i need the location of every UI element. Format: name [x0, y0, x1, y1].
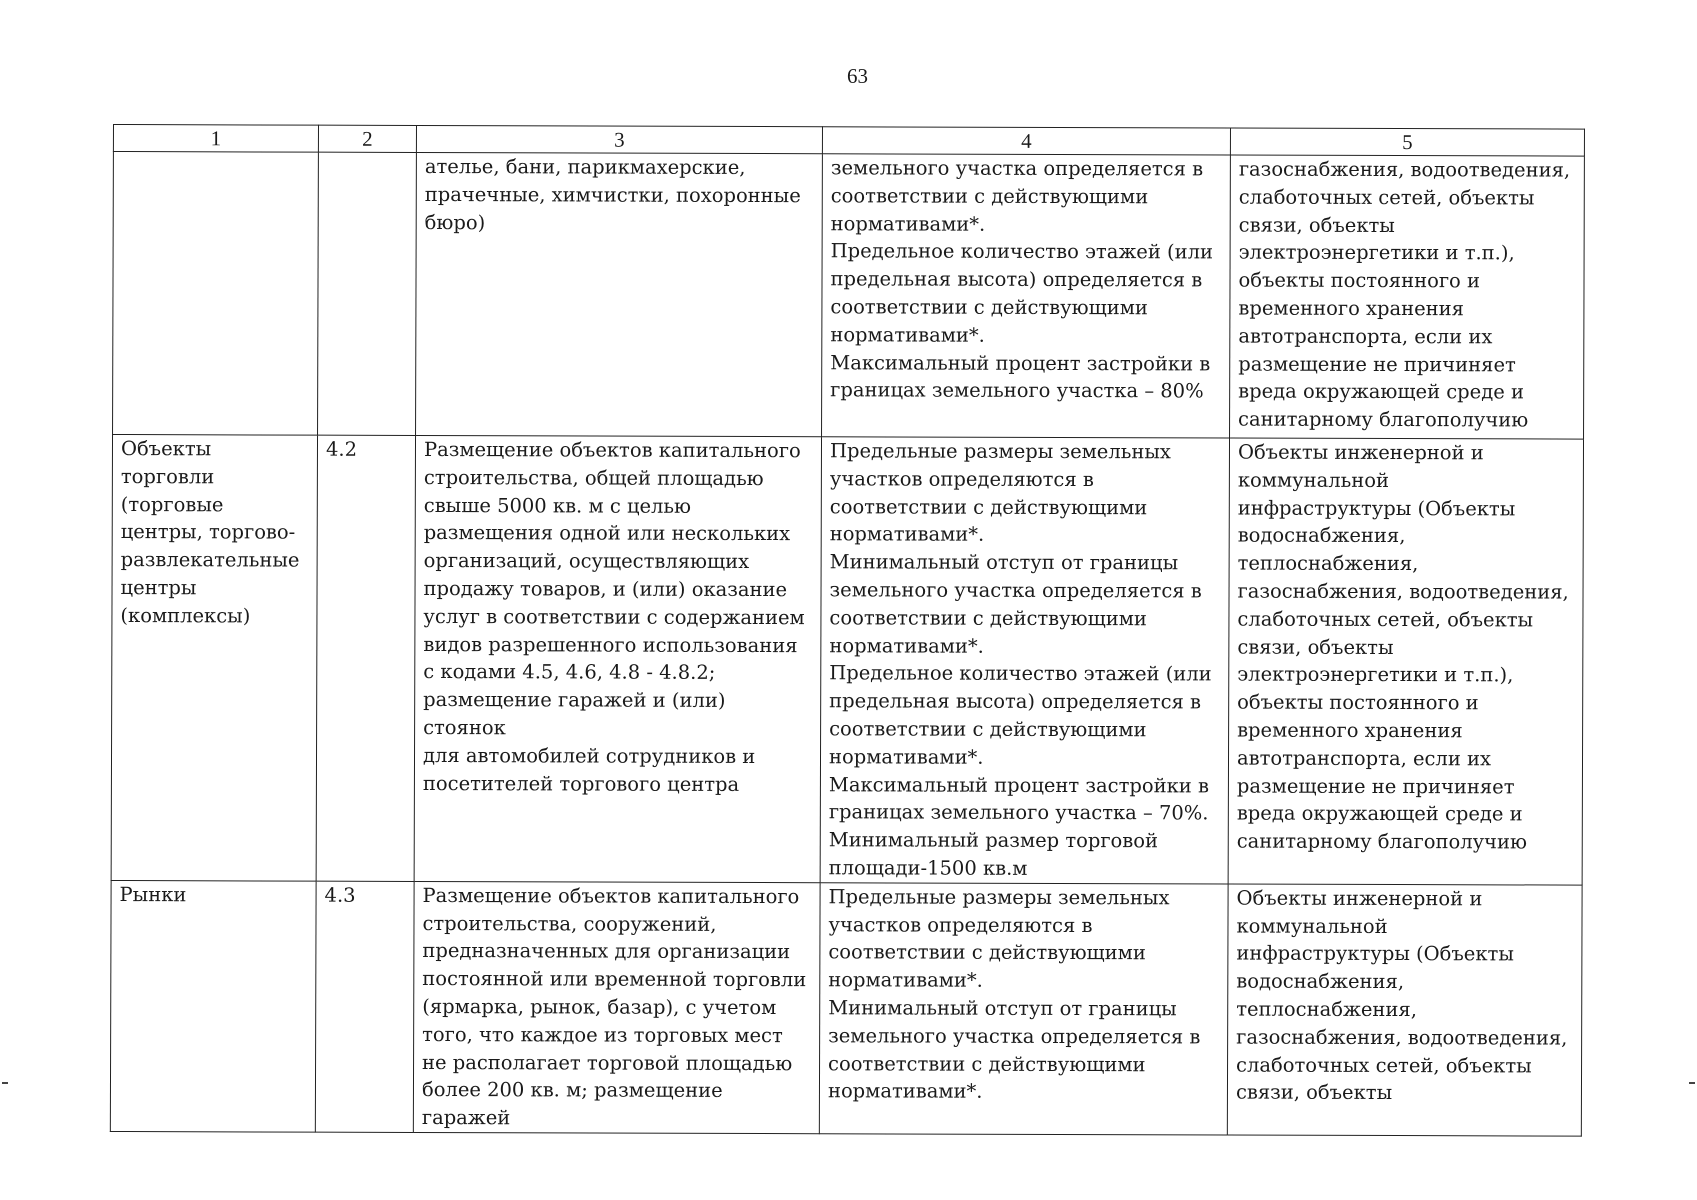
- zoning-table: [110, 124, 1585, 1137]
- table-row: [113, 152, 1585, 440]
- use-name-text: Объекты торговли (торговые центры, торгово- развлекательные центры (комплексы): [120, 437, 300, 628]
- parameters-text: Предельные размеры земельных участков определяются в соответствии с действующими нормативами*. Минимальный отступ от границы земельного участка определяется в соответствии с действующими нормативами*.: [827, 885, 1201, 1104]
- use-description-cell: [416, 152, 823, 436]
- use-description-text: Размещение объектов капитального строительства, общей площадью свыше 5000 кв. м с целью размещения одной или нескольких организаций, осуществляющих продажу товаров, и (или) оказание услуг в соответствии с содержанием видов разрешенного использования с кодами 4.5, 4.6, 4.8 - 4.8.2; размещение гаражей и (или) стоянок для автомобилей сотрудников и посетителей торгового центра: [422, 437, 805, 796]
- auxiliary-uses-cell: [1228, 438, 1583, 885]
- use-code-cell: [318, 152, 417, 435]
- parameters-text: земельного участка определяется в соответствии с действующими нормативами*. Предельное количество этажей (или предельная высота) определяется в соответствии с действующими нормативами*. Максимальный процент застройки в границах земельного участка – 80%: [830, 156, 1214, 403]
- use-name-cell: [113, 152, 319, 436]
- parameters-text: Предельные размеры земельных участков определяются в соответствии с действующими нормативами*. Минимальный отступ от границы земельного участка определяется в соответствии с действующими нормативами*. Предельное количество этажей (или предельная высота) определяется в соответствии с действующими нормативами*. Максимальный процент застройки в границах земельного участка – 70%. Минимальный размер торговой площади-1500 кв.м: [828, 439, 1212, 880]
- parameters-cell: [819, 882, 1228, 1134]
- use-description-cell: [414, 435, 821, 882]
- table-row: [111, 435, 1583, 885]
- auxiliary-uses-cell: [1227, 884, 1582, 1136]
- scan-edge-mark-right: [1689, 1082, 1695, 1084]
- column-header-1: 1: [113, 125, 318, 153]
- auxiliary-uses-text: Объекты инженерной и коммунальной инфраструктуры (Объекты водоснабжения, теплоснабжения, газоснабжения, водоотведения, слаботочных сетей, объекты связи, объекты электроэнергетики и т.п.), объекты постоянного и временного хранения автотранспорта, если их размещение не причиняет вреда окружающей среде и санитарному благополучию: [1236, 440, 1569, 854]
- parameters-cell: [820, 437, 1229, 884]
- column-header-3: 3: [416, 125, 822, 153]
- parameters-cell: [822, 154, 1231, 438]
- column-header-4: 4: [822, 127, 1230, 155]
- auxiliary-uses-text: газоснабжения, водоотведения, слаботочных сетей, объекты связи, объекты электроэнергетики и т.п.), объекты постоянного и временного хранения автотранспорта, если их размещение не причиняет вреда окружающей среде и санитарному благополучию: [1238, 157, 1571, 432]
- use-description-text: Размещение объектов капитального строительства, сооружений, предназначенных для организации постоянной или временной торговли (ярмарка, рынок, базар), с учетом того, что каждое из торговых мест не располагает торговой площадью более 200 кв. м; размещение гаражей: [421, 883, 807, 1130]
- column-header-5: 5: [1230, 128, 1584, 156]
- use-code-text: 4.2: [325, 437, 358, 461]
- auxiliary-uses-cell: [1230, 155, 1585, 439]
- use-description-text: ателье, бани, парикмахерские, прачечные, химчистки, похоронные бюро): [424, 154, 801, 234]
- use-code-cell: [316, 435, 415, 881]
- use-name-cell: [110, 880, 316, 1132]
- column-header-2: 2: [318, 125, 416, 152]
- use-code-cell: [315, 881, 414, 1132]
- auxiliary-uses-text: Объекты инженерной и коммунальной инфраструктуры (Объекты водоснабжения, теплоснабжения, газоснабжения, водоотведения, слаботочных сетей, объекты связи, объекты: [1235, 886, 1568, 1105]
- use-code-text: 4.3: [324, 883, 356, 907]
- use-description-cell: [413, 881, 820, 1133]
- table-row: [110, 880, 1582, 1136]
- use-name-text: [122, 152, 310, 153]
- scan-edge-mark-left: [2, 1082, 8, 1084]
- page-number: 63: [847, 64, 868, 88]
- use-name-text: Рынки: [119, 882, 187, 906]
- use-name-cell: [111, 435, 317, 881]
